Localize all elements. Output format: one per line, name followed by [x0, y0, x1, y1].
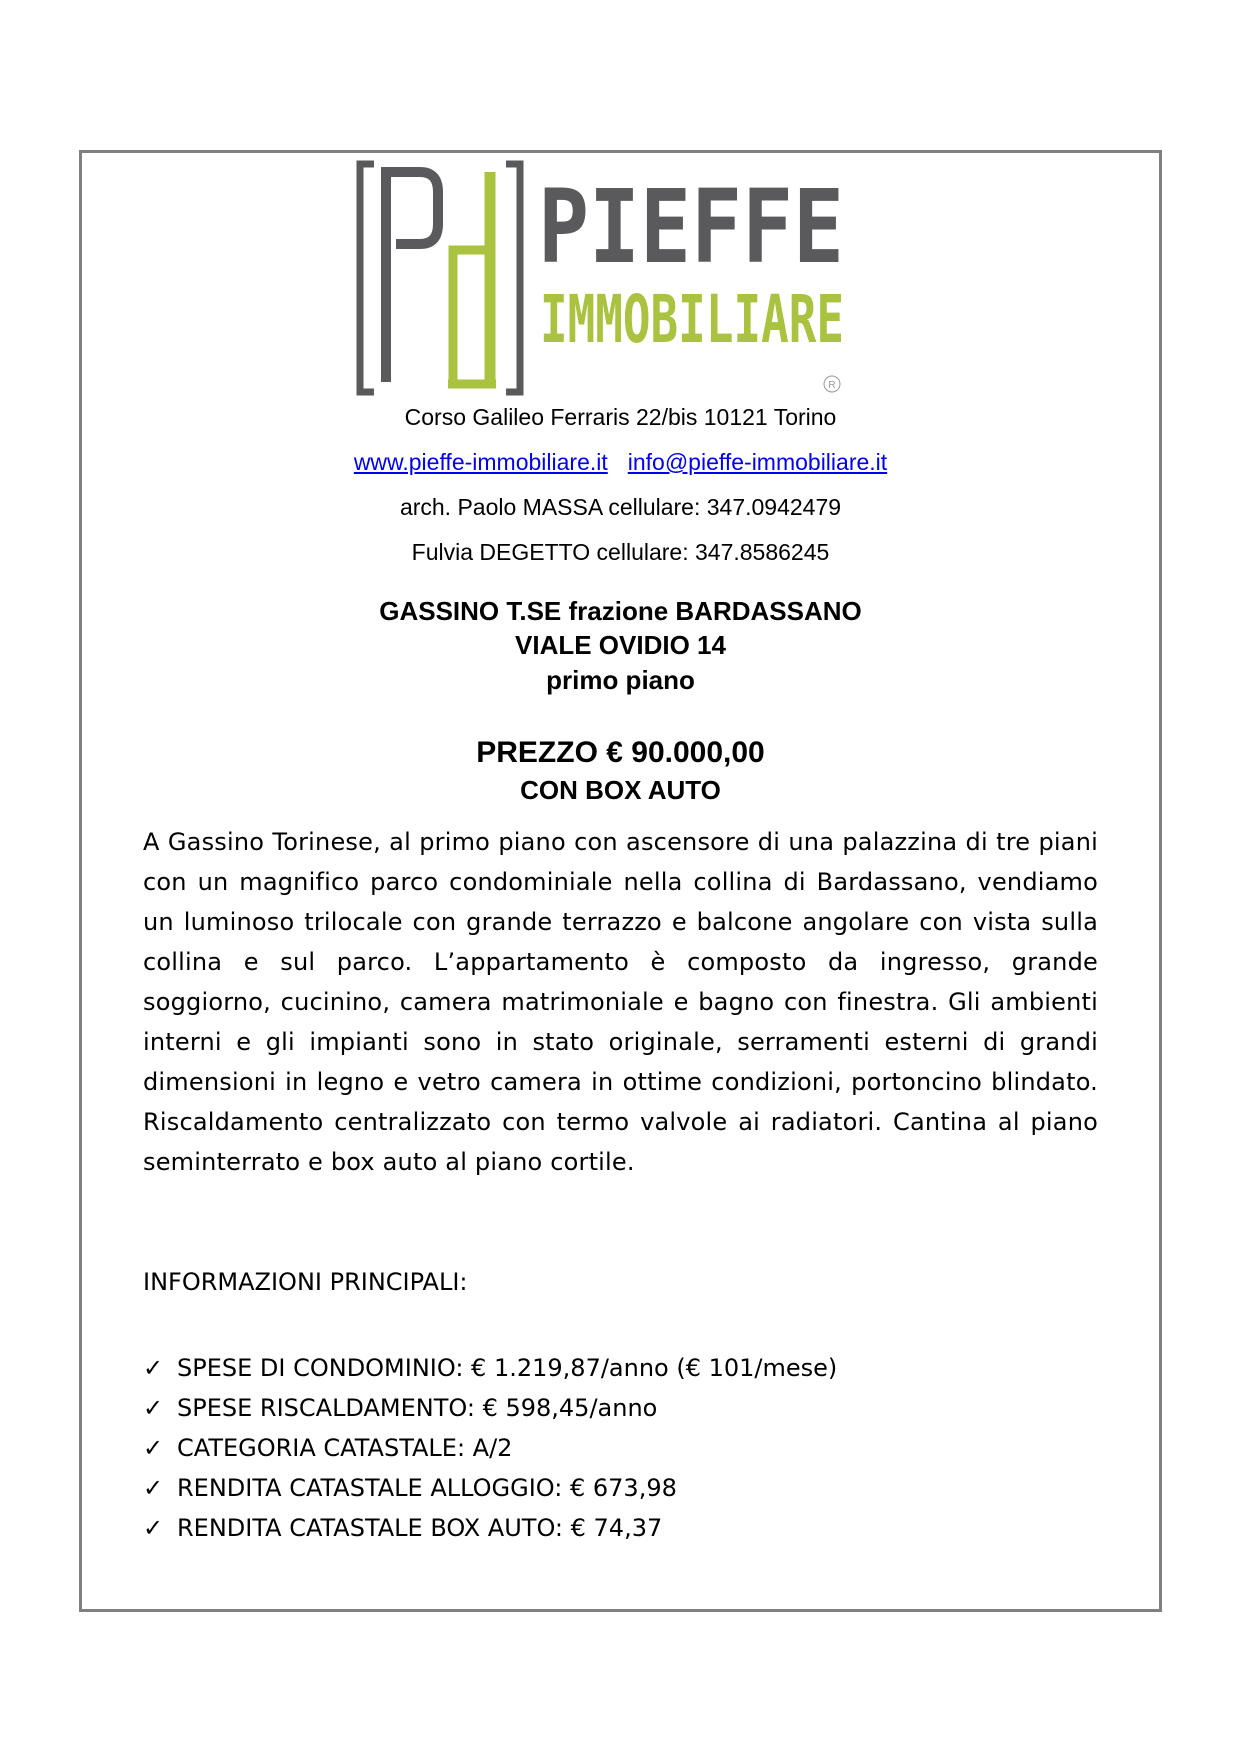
check-icon: ✓ [143, 1474, 164, 1502]
listing-price: PREZZO € 90.000,00 [476, 736, 765, 769]
check-icon: ✓ [143, 1434, 164, 1462]
email-link[interactable]: info@pieffe-immobiliare.it [627, 449, 888, 475]
logo-brand-top: PIEFFE [538, 168, 844, 287]
info-item-text: SPESE DI CONDOMINIO: € 1.219,87/anno (€ 101/mese) [177, 1354, 838, 1382]
check-icon: ✓ [143, 1514, 164, 1542]
listing-extra: CON BOX AUTO [520, 775, 721, 805]
info-item-text: RENDITA CATASTALE ALLOGGIO: € 673,98 [177, 1474, 677, 1502]
info-item [143, 1348, 837, 1388]
registered-mark: R [828, 380, 836, 391]
info-item [143, 1468, 837, 1508]
info-item-text: SPESE RISCALDAMENTO: € 598,45/anno [177, 1394, 658, 1422]
agency-address: Corso Galileo Ferraris 22/bis 10121 Torino [404, 404, 837, 430]
website-link[interactable]: www.pieffe-immobiliare.it [353, 449, 608, 475]
info-item-text: RENDITA CATASTALE BOX AUTO: € 74,37 [177, 1514, 663, 1542]
info-item [143, 1508, 837, 1548]
logo-brand-bottom: IMMOBILIARE [540, 281, 844, 358]
check-icon: ✓ [143, 1354, 164, 1382]
pieffe-logo [358, 162, 852, 394]
listing-description: A Gassino Torinese, al primo piano con ascensore di una palazzina di tre piani con un magnifico parco condominiale nella collina di Bardassano, vendiamo un luminoso trilocale con grande terrazzo e balcone angolare con vista sulla collina e sul parco. L’appartamento è composto da ingresso, grande soggiorno, cucinino, camera matrimoniale e bagno con finestra. Gli ambienti interni e gli impianti sono in stato originale, serramenti esterni di grandi dimensioni in legno e vetro camera in ottime condizioni, portoncino blindato. Riscaldamento centralizzato con termo valvole ai radiatori. Cantina al piano seminterrato e box auto al piano cortile. [143, 828, 1098, 1176]
contact-links [0, 449, 1241, 476]
check-icon: ✓ [143, 1394, 164, 1422]
info-item [143, 1388, 837, 1428]
listing-street: VIALE OVIDIO 14 [515, 630, 726, 660]
listing-location: GASSINO T.SE frazione BARDASSANO [379, 596, 862, 626]
info-title: INFORMAZIONI PRINCIPALI: [143, 1268, 468, 1296]
agent-contact-massa: arch. Paolo MASSA cellulare: 347.0942479 [399, 494, 842, 520]
listing-floor: primo piano [546, 665, 695, 695]
info-list [143, 1348, 837, 1548]
info-item [143, 1428, 837, 1468]
info-item-text: CATEGORIA CATASTALE: A/2 [177, 1434, 513, 1462]
agent-contact-degetto: Fulvia DEGETTO cellulare: 347.8586245 [411, 539, 830, 565]
